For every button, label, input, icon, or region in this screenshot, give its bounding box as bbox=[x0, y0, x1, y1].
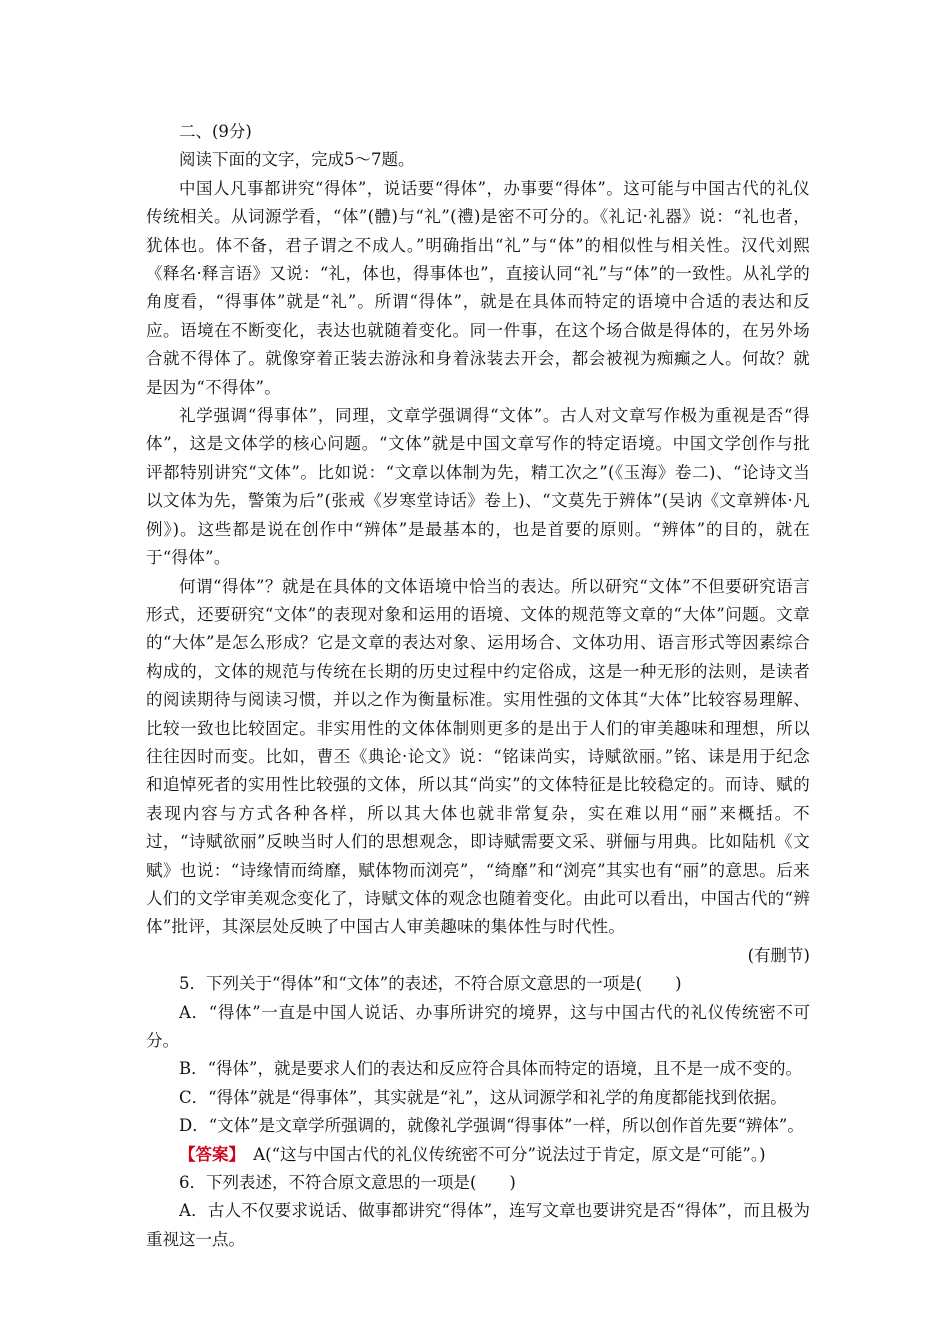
question-5-answer bbox=[146, 1141, 810, 1169]
passage-paragraph-1: 中国人凡事都讲究“得体”，说话要“得体”，办事要“得体”。这可能与中国古代的礼仪传统相关。从词源学看，“体”(體)与“礼”(禮)是密不可分的。《礼记·礼器》说：“礼也者，犹体也。体不备，君子谓之不成人。”明确指出“礼”与“体”的相似性与相关性。汉代刘熙《释名·释言语》又说：“礼，体也，得事体也”，直接认同“礼”与“体”的一致性。从礼学的角度看，“得事体”就是“礼”。所谓“得体”，就是在具体而特定的语境中合适的表达和反应。语境在不断变化，表达也就随着变化。同一件事，在这个场合做是得体的，在另外场合就不得体了。就像穿着正装去游泳和身着泳装去开会，都会被视为痴癫之人。何故？就是因为“不得体”。 bbox=[146, 178, 810, 397]
answer-text: A(“这与中国古代的礼仪传统密不可分”说法过于肯定，原文是“可能”。) bbox=[236, 1144, 766, 1164]
question-5-option-c: C．“得体”就是“得事体”，其实就是“礼”，这从词源学和礼学的角度都能找到依据。 bbox=[179, 1087, 787, 1107]
document-page bbox=[146, 118, 810, 1254]
section-heading: 二、(9分) bbox=[179, 122, 252, 141]
passage-paragraph-2: 礼学强调“得事体”，同理，文章学强调得“文体”。古人对文章写作极为重视是否“得体”，这是文体学的核心问题。“文体”就是中国文章写作的特定语境。中国文学创作与批评都特别讲究“文体”。比如说：“文章以体制为先，精工次之”(《玉海》卷二)、“论诗文当以文体为先，警策为后”(张戒《岁寒堂诗话》卷上)、“文莫先于辨体”(吴讷《文章辨体·凡例》)。这些都是说在创作中“辨体”是最基本的，也是首要的原则。“辨体”的目的，就在于“得体”。 bbox=[146, 406, 810, 568]
question-6-option-a: A．古人不仅要求说话、做事都讲究“得体”，连写文章也要讲究是否“得体”，而且极为重视这一点。 bbox=[146, 1201, 810, 1249]
passage-paragraph-3: 何谓“得体”？就是在具体的文体语境中恰当的表达。所以研究“文体”不但要研究语言形式，还要研究“文体”的表现对象和运用的语境、文体的规范等文章的“大体”问题。文章的“大体”是怎么形成？它是文章的表达对象、运用场合、文体功用、语言形式等因素综合构成的，文体的规范与传统在长期的历史过程中约定俗成，这是一种无形的法则，是读者的阅读期待与阅读习惯，并以之作为衡量标准。实用性强的文体其“大体”比较容易理解、比较一致也比较固定。非实用性的文体体制则更多的是出于人们的审美趣味和理想，所以往往因时而变。比如，曹丕《典论·论文》说：“铭诔尚实，诗赋欲丽。”铭、诔是用于纪念和追悼死者的实用性比较强的文体，所以其“尚实”的文体特征是比较稳定的。而诗、赋的表现内容与方式各种各样，所以其大体也就非常复杂，实在难以用“丽”来概括。不过，“诗赋欲丽”反映当时人们的思想观念，即诗赋需要文采、骈俪与用典。比如陆机《文赋》也说：“诗缘情而绮靡，赋体物而浏亮”，“绮靡”和“浏亮”其实也有“丽”的意思。后来人们的文学审美观念变化了，诗赋文体的观念也随着变化。由此可以看出，中国古代的“辨体”批评，其深层处反映了中国古人审美趣味的集体性与时代性。 bbox=[146, 576, 810, 937]
section-instruction: 阅读下面的文字，完成5～7题。 bbox=[179, 150, 415, 170]
question-5-option-a: A．“得体”一直是中国人说话、办事所讲究的境界，这与中国古代的礼仪传统密不可分。 bbox=[146, 1002, 810, 1050]
question-5-option-b: B．“得体”，就是要求人们的表达和反应符合具体而特定的语境，且不是一成不变的。 bbox=[179, 1059, 802, 1079]
question-5-option-d: D．“文体”是文章学所强调的，就像礼学强调“得事体”一样，所以创作首先要“辨体”。 bbox=[179, 1116, 804, 1136]
question-5-stem: 5．下列关于“得体”和“文体”的表述，不符合原文意思的一项是( ) bbox=[179, 974, 682, 994]
question-6-stem: 6．下列表述，不符合原文意思的一项是( ) bbox=[179, 1173, 516, 1193]
passage-note: (有删节) bbox=[747, 945, 810, 965]
answer-tag: 【答案】 bbox=[179, 1144, 237, 1164]
